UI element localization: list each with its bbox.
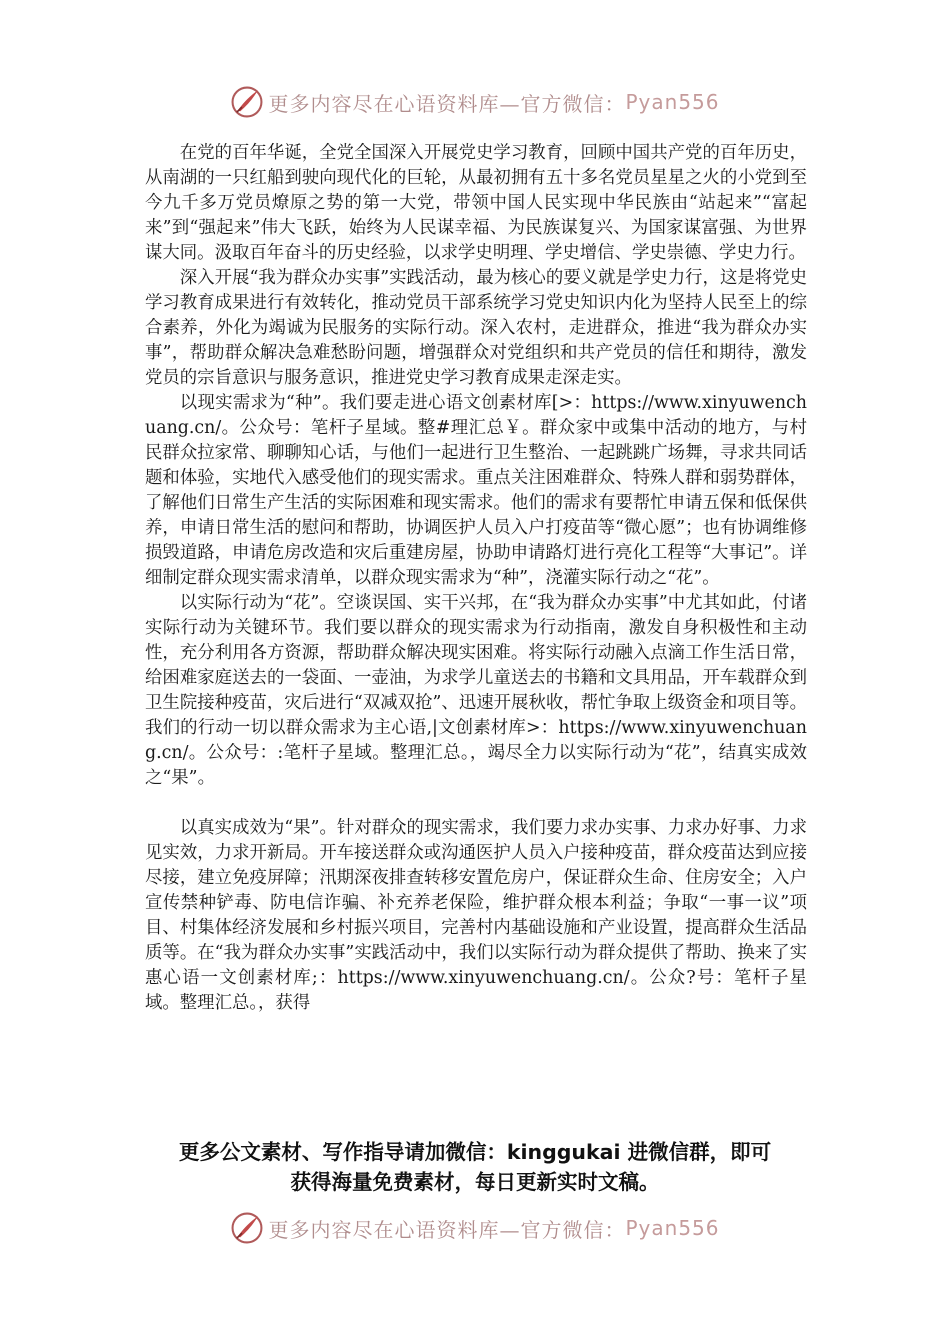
paragraph-intro: 在党的百年华诞，全党全国深入开展党史学习教育，回顾中国共产党的百年历史，从南湖的一只红船到驶向现代化的巨轮，从最初拥有五十多名党员星星之火的小党到至今九千多万党员燎原之势的第一大党，带领中国人民实现中华民族由“站起来”“富起来”到“强起来”伟大飞跃，始终为人民谋幸福、为民族谋复兴、为国家谋富强、为世界谋大同。汲取百年奋斗的历史经验，以求学史明理、学史增信、学史崇德、学史力行。 [145,143,807,263]
header-banner-account: Pyan556 [625,90,720,114]
quill-pen-logo-icon [230,1211,264,1245]
header-banner-text: 更多内容尽在心语资料库—官方微信： [268,91,626,116]
paragraph-practice: 深入开展“我为群众办实事”实践活动，最为核心的要义就是学史力行，这是将党史学习教育成果进行有效转化，推动党员干部系统学习党史知识内化为坚持人民至上的综合素养，外化为竭诚为民服务的实际行动。深入农村，走进群众，推进“我为群众办实事”，帮助群众解决急难愁盼问题，增强群众对党组织和共产党员的信任和期待，激发党员的宗旨意识与服务意识，推进党史学习教育成果走深走实。 [145,268,807,388]
footer-banner [0,1208,950,1248]
footer-banner-text: 更多内容尽在心语资料库—官方微信： [268,1217,626,1242]
footer-banner-account: Pyan556 [625,1216,720,1240]
paragraph-seed: 以现实需求为“种”。我们要走进心语文创素材库[>：https://www.xinyuwenchuang.cn/。公众号：笔杆子星域。整#理汇总￥。群众家中或集中活动的地方，与村民群众拉家常、聊聊知心话，与他们一起进行卫生整治、一起跳跳广场舞，寻求共同话题和体验，实地代入感受他们的现实需求。重点关注困难群众、特殊人群和弱势群体，了解他们日常生产生活的实际困难和现实需求。他们的需求有要帮忙申请五保和低保供养，申请日常生活的慰问和帮助，协调医护人员入户打疫苗等“微心愿”；也有协调维修损毁道路，申请危房改造和灾后重建房屋，协助申请路灯进行亮化工程等“大事记”。详细制定群众现实需求清单，以群众现实需求为“种”，浇灌实际行动之“花”。 [145,393,807,588]
paragraph-flower: 以实际行动为“花”。空谈误国、实干兴邦，在“我为群众办实事”中尤其如此，付诸实际行动为关键环节。我们要以群众的现实需求为行动指南，激发自身积极性和主动性，充分利用各方资源，帮助群众解决现实困难。将实际行动融入点滴工作生活日常，给困难家庭送去的一袋面、一壶油，为求学儿童送去的书籍和文具用品，开车载群众到卫生院接种疫苗，灾后进行“双减双抢”、迅速开展秋收，帮忙争取上级资金和项目等。我们的行动一切以群众需求为主心语,|文创素材库>：https://www.xinyuwenchuang.cn/。公众号：:笔杆子星域。整理汇总。，竭尽全力以实际行动为“花”，结真实成效之“果”。 [145,593,807,788]
header-banner [0,82,950,122]
paragraph-fruit: 以真实成效为“果”。针对群众的现实需求，我们要力求办实事、力求办好事、力求见实效，力求开新局。开车接送群众或沟通医护人员入户接种疫苗，群众疫苗达到应接尽接，建立免疫屏障；汛期深夜排查转移安置危房户，保证群众生命、住房安全；入户宣传禁种铲毒、防电信诈骗、补充养老保险，维护群众根本利益；争取“一事一议”项目、村集体经济发展和乡村振兴项目，完善村内基础设施和产业设置，提高群众生活品质等。在“我为群众办实事”实践活动中，我们以实际行动为群众提供了帮助、换来了实惠心语一文创素材库;：https://www.xinyuwenchuang.cn/。公众?号：笔杆子星域。整理汇总。，获得 [145,818,807,1013]
document-body [145,141,807,1016]
quill-pen-logo-icon [230,85,264,119]
promo-notice-line1: 更多公文素材、写作指导请加微信：kinggukai 进微信群，即可 [178,1140,772,1164]
promo-notice [120,1137,830,1197]
promo-notice-line2: 获得海量免费素材，每日更新实时文稿。 [290,1170,660,1194]
